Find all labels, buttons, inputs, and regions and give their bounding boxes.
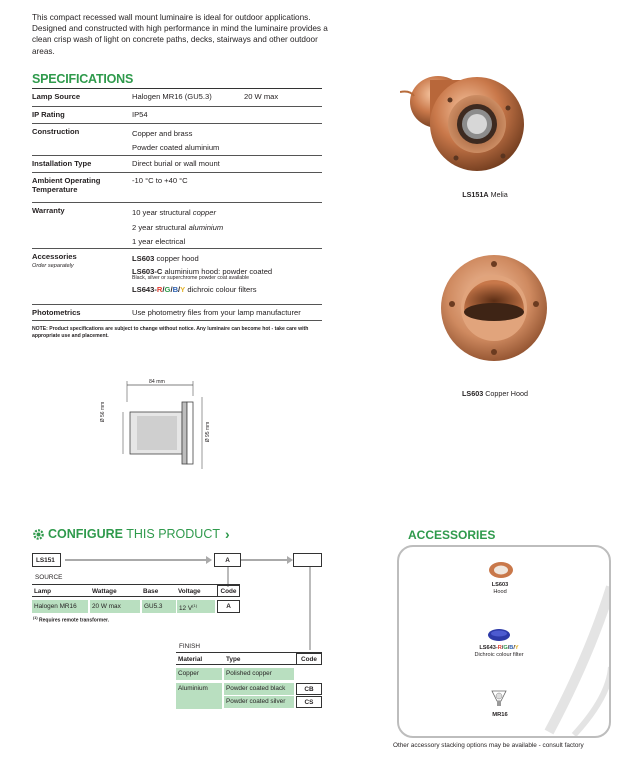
dim-diameter-56: Ø 56 mm <box>100 401 106 423</box>
filter-code: LS643- <box>479 645 498 651</box>
hood-code: LS603 <box>491 582 509 588</box>
lamp-image <box>490 688 508 708</box>
col-lamp: Lamp <box>34 588 52 595</box>
accessory-text: dichroic colour filters <box>185 285 257 294</box>
spec-label: Photometrics <box>32 308 81 317</box>
cell-material: Aluminium <box>176 683 222 709</box>
cell-material: Copper <box>176 668 222 680</box>
cell-voltage-sup: (1) <box>192 603 198 608</box>
col-voltage: Voltage <box>178 588 201 595</box>
accessory-code: LS603 <box>132 254 155 263</box>
filter-name: Dichroic colour filter <box>474 652 524 658</box>
source-footnote <box>33 616 109 624</box>
finish-row-copper[interactable] <box>176 668 322 683</box>
col-material: Material <box>178 656 203 663</box>
filter-image <box>486 628 512 642</box>
accessory-note: Black, silver or superchrome powder coat available <box>132 275 250 281</box>
warranty-material: copper <box>192 208 217 217</box>
configure-title-b: THIS PRODUCT <box>123 527 220 541</box>
product-code: LS151A <box>462 190 489 199</box>
filter-yellow: Y <box>180 285 186 294</box>
spec-value <box>132 206 322 250</box>
accessories-heading: ACCESSORIES <box>408 528 496 542</box>
spec-label: IP Rating <box>32 110 65 119</box>
warranty-material: aluminium <box>188 222 224 232</box>
product-name: Melia <box>488 190 508 199</box>
product-caption-ls151a <box>430 190 540 199</box>
spec-label: Ambient Operating Temperature <box>32 176 101 194</box>
configure-title-a: CONFIGURE <box>48 527 123 541</box>
spec-row-ip <box>32 106 322 123</box>
footnote-mark: (1) <box>33 616 38 620</box>
col-code: Code <box>296 653 322 665</box>
cell-base: GU5.3 <box>142 600 176 613</box>
source-row[interactable] <box>32 600 240 615</box>
specifications-heading: SPECIFICATIONS <box>32 72 134 86</box>
accessory-text: aluminium hood: powder coated <box>162 267 273 276</box>
spec-label: Installation Type <box>32 159 92 168</box>
spec-value-line: Powder coated aluminium <box>132 143 220 152</box>
configure-heading <box>32 526 230 542</box>
col-code: Code <box>217 585 240 597</box>
accessory-text: copper hood <box>154 254 199 263</box>
cell-type: Powder coated silver <box>224 696 294 708</box>
footnote-text: Requires remote transformer. <box>37 617 110 624</box>
accessory-code: LS603-C <box>132 267 163 276</box>
hood-label <box>480 582 520 596</box>
product-image-ls603 <box>438 246 550 370</box>
spec-row-installation <box>32 155 322 172</box>
spec-label: Construction <box>32 127 80 136</box>
source-header-row <box>32 584 240 597</box>
cell-code: CS <box>296 696 322 708</box>
filter-green: G <box>503 645 508 651</box>
finish-row-silver[interactable] <box>176 696 322 709</box>
filter-red: R <box>156 285 163 294</box>
cell-voltage-value: 12 V <box>179 605 193 613</box>
spec-value: Use photometry files from your lamp manufacturer <box>132 308 301 317</box>
product-caption-ls603 <box>440 389 550 398</box>
col-wattage: Wattage <box>92 588 117 595</box>
gear-icon <box>32 528 45 541</box>
hood-image <box>488 561 514 579</box>
cell-wattage: 20 W max <box>90 600 140 613</box>
spec-value: IP54 <box>132 110 148 119</box>
filter-label: LS643-R/G/B/Y Dichroic colour filter <box>474 645 524 658</box>
spec-row-temperature <box>32 172 322 202</box>
spec-row-construction <box>32 123 322 155</box>
dim-diameter-95: Ø 95 mm <box>205 421 211 443</box>
source-table <box>32 584 240 615</box>
cell-code: A <box>217 600 240 613</box>
filter-green: G <box>164 285 171 294</box>
warranty-line: 10 year structural <box>132 208 193 217</box>
spec-row-lamp-source <box>32 88 322 106</box>
configure-title <box>48 527 220 541</box>
accessories-footnote: Other accessory stacking options may be available - consult factory <box>393 742 584 749</box>
dim-width: 84 mm <box>149 379 165 385</box>
specifications-table <box>32 88 322 321</box>
spec-note: NOTE: Product specifications are subject to change without notice. Any luminaire can become hot - take care with appropriate use and placement. <box>32 326 309 340</box>
spec-label-sub: Order separately <box>32 263 74 269</box>
spec-value: -10 °C to +40 °C <box>132 176 188 185</box>
spec-label: Warranty <box>32 206 65 215</box>
filter-blue: B <box>172 285 179 294</box>
chevron-right-icon: › <box>225 526 230 542</box>
spec-value: Halogen MR16 (GU5.3) <box>132 92 212 101</box>
source-label: SOURCE <box>35 574 63 581</box>
spec-row-photometrics <box>32 304 322 321</box>
col-base: Base <box>143 588 159 595</box>
config-code-box: LS151 <box>32 553 61 567</box>
finish-table <box>176 652 322 709</box>
col-type: Type <box>226 656 241 663</box>
hood-name: Hood <box>493 589 507 595</box>
warranty-line: 1 year electrical <box>132 237 186 247</box>
config-selected-box[interactable]: A <box>214 553 241 567</box>
config-finish-box[interactable] <box>293 553 322 567</box>
accessory-code: LS643- <box>132 285 157 294</box>
filter-red: R <box>497 645 502 651</box>
spec-value-wattage: 20 W max <box>244 92 279 101</box>
spec-value: Direct burial or wall mount <box>132 159 220 168</box>
lamp-label: MR16 <box>492 712 508 718</box>
spec-row-warranty <box>32 202 322 248</box>
intro-text: This compact recessed wall mount luminaire is ideal for outdoor applications. Designed and constructed with high performance in mind the luminaire provides a clean crisp wash of light on concrete paths, decks, stairways and other outdoor areas. <box>32 13 328 56</box>
finish-header-row <box>176 652 322 665</box>
filter-blue: B <box>509 645 514 651</box>
cell-lamp: Halogen MR16 <box>32 600 88 613</box>
product-name: Copper Hood <box>483 389 528 398</box>
spec-label-text: Accessories <box>32 252 77 261</box>
warranty-line: 2 year structural <box>132 222 189 232</box>
product-image-ls151a <box>400 60 550 180</box>
spec-value <box>132 127 322 155</box>
spec-row-accessories <box>32 248 322 304</box>
spec-label: Lamp Source <box>32 92 81 101</box>
finish-label: FINISH <box>179 643 200 650</box>
filter-yellow: Y <box>514 645 519 651</box>
cell-type: Powder coated black <box>224 683 294 695</box>
spec-value-line: Copper and brass <box>132 129 193 138</box>
cell-type: Polished copper <box>224 668 294 680</box>
spec-value: LS603 copper hood LS603-C aluminium hood: powder coated Black, silver or superchrome powder coat available LS643-R/G/B/Y dichroic colour filters <box>132 252 322 296</box>
spec-label <box>32 252 128 271</box>
cell-code: CB <box>296 683 322 695</box>
cell-voltage <box>177 600 215 613</box>
product-code: LS603 <box>462 389 484 398</box>
finish-row-black[interactable] <box>176 683 322 696</box>
